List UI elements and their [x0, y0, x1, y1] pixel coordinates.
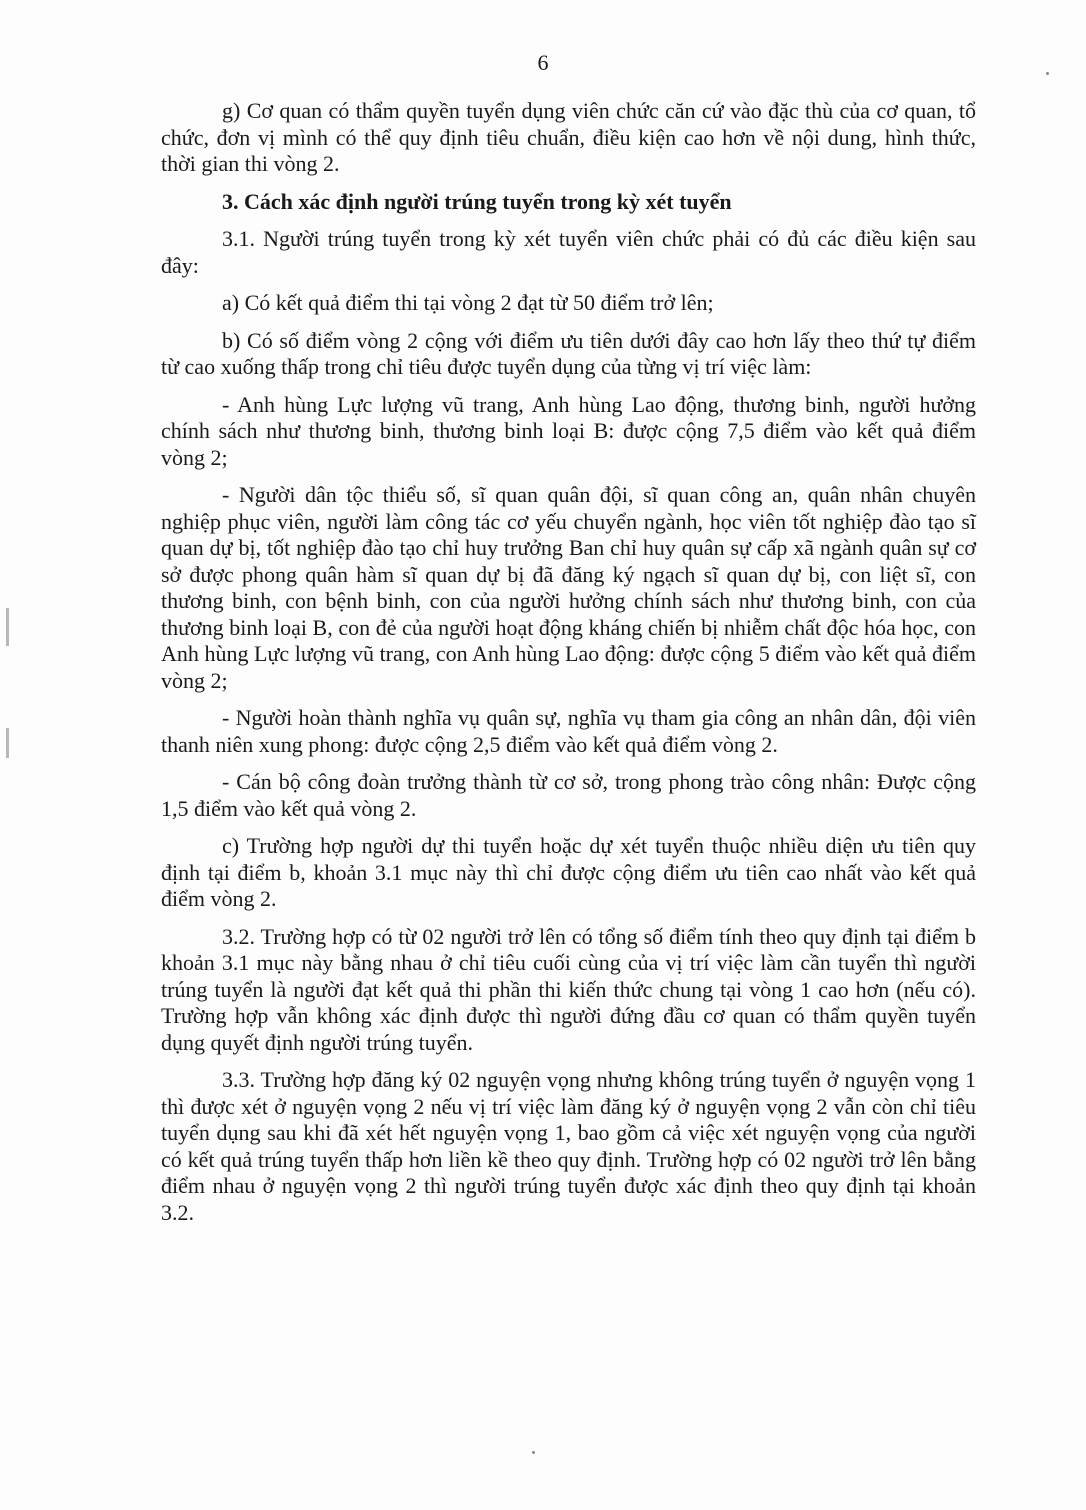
bullet-item: - Người dân tộc thiểu số, sĩ quan quân đội, sĩ quan công an, quân nhân chuyên nghiệp phục viên, người làm công tác cơ yếu chuyển ngành, học viên tốt nghiệp đào tạo sĩ quan dự bị, tốt nghiệp đào tạo chỉ huy trưởng Ban chỉ huy quân sự cấp xã ngành quân sự cơ sở được phong quân hàm sĩ quan dự bị đã đăng ký ngạch sĩ quan dự bị, con liệt sĩ, con thương binh, con bệnh binh, con của người hưởng chính sách như thương binh, con của thương binh loại B, con đẻ của người hoạt động kháng chiến bị nhiễm chất độc hóa học, con Anh hùng Lực lượng vũ trang, con Anh hùng Lao động: được cộng 5 điểm vào kết quả điểm vòng 2; — [161, 482, 976, 693]
page-number: 6 — [537, 50, 549, 75]
paragraph-3-1: 3.1. Người trúng tuyển trong kỳ xét tuyển viên chức phải có đủ các điều kiện sau đây: — [161, 226, 976, 278]
scan-margin-mark — [6, 608, 9, 646]
bullet-item: - Cán bộ công đoàn trưởng thành từ cơ sở, trong phong trào công nhân: Được cộng 1,5 điểm vào kết quả vòng 2. — [161, 769, 976, 821]
section-heading: 3. Cách xác định người trúng tuyển trong kỳ xét tuyển — [222, 188, 732, 214]
paragraph-3-3: 3.3. Trường hợp đăng ký 02 nguyện vọng nhưng không trúng tuyển ở nguyện vọng 1 thì được xét ở nguyện vọng 2 nếu vị trí việc làm đăng ký ở nguyện vọng 2 vẫn còn chỉ tiêu tuyển dụng sau khi đã xét hết nguyện vọng 1, bao gồm cả việc xét nguyện vọng của người có kết quả trúng tuyển thấp hơn liền kề theo quy định. Trường hợp có 02 người trở lên bằng điểm nhau ở nguyện vọng 2 thì người trúng tuyển được xác định theo quy định tại khoản 3.2. — [161, 1067, 976, 1225]
scan-speck — [532, 1451, 535, 1454]
paragraph-3-1-a: a) Có kết quả điểm thi tại vòng 2 đạt từ 50 điểm trở lên; — [222, 290, 714, 315]
paragraph-3-2: 3.2. Trường hợp có từ 02 người trở lên có tổng số điểm tính theo quy định tại điểm b khoản 3.1 mục này bằng nhau ở chỉ tiêu cuối cùng của vị trí việc làm cần tuyển thì người trúng tuyển là người đạt kết quả thi phần thi kiến thức chung tại vòng 1 cao hơn (nếu có). Trường hợp vẫn không xác định được thì người đứng đầu cơ quan có thẩm quyền tuyển dụng quyết định người trúng tuyển. — [161, 923, 976, 1055]
bullet-item: - Anh hùng Lực lượng vũ trang, Anh hùng Lao động, thương binh, người hưởng chính sách như thương binh, thương binh loại B: được cộng 7,5 điểm vào kết quả điểm vòng 2; — [161, 391, 976, 470]
paragraph-g: g) Cơ quan có thẩm quyền tuyển dụng viên chức căn cứ vào đặc thù của cơ quan, tổ chức, đơn vị mình có thể quy định tiêu chuẩn, điều kiện cao hơn về nội dung, hình thức, thời gian thi vòng 2. — [161, 98, 976, 176]
bullet-item: - Người hoàn thành nghĩa vụ quân sự, nghĩa vụ tham gia công an nhân dân, đội viên thanh niên xung phong: được cộng 2,5 điểm vào kết quả điểm vòng 2. — [161, 705, 976, 757]
scan-margin-mark — [6, 728, 9, 758]
paragraph-3-1-c: c) Trường hợp người dự thi tuyển hoặc dự xét tuyển thuộc nhiều diện ưu tiên quy định tại điểm b, khoản 3.1 mục này thì chỉ được cộng điểm ưu tiên cao nhất vào kết quả điểm vòng 2. — [161, 833, 976, 911]
paragraph-3-1-b: b) Có số điểm vòng 2 cộng với điểm ưu tiên dưới đây cao hơn lấy theo thứ tự điểm từ cao xuống thấp trong chỉ tiêu được tuyển dụng của từng vị trí việc làm: — [161, 327, 976, 379]
document-body — [161, 98, 976, 1237]
